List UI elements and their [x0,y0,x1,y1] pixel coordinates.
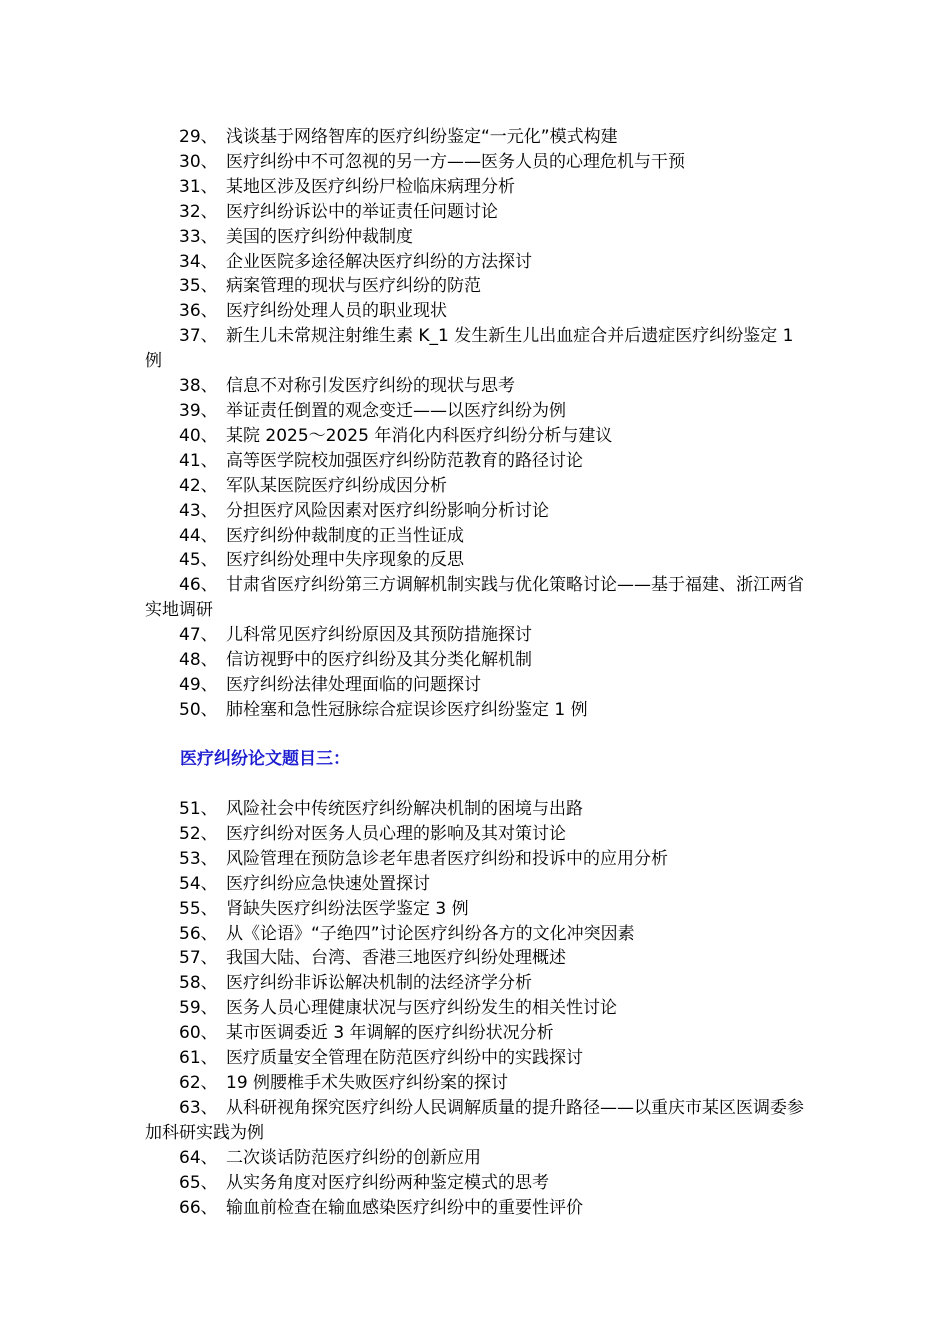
item-number: 37、 [179,326,218,347]
list-item [145,946,810,971]
item-title: 高等医学院校加强医疗纠纷防范教育的路径讨论 [226,450,583,471]
list-item [145,971,810,996]
list-item [145,399,810,424]
list-item [145,698,810,723]
item-title: 医疗纠纷应急快速处置探讨 [226,873,430,894]
paper-title-list-3 [145,797,810,1220]
item-title: 医疗纠纷对医务人员心理的影响及其对策讨论 [226,823,566,844]
item-number: 58、 [179,973,218,994]
list-item [145,922,810,947]
item-title: 某市医调委近 3 年调解的医疗纠纷状况分析 [226,1023,554,1044]
list-item [145,1096,810,1146]
list-item [145,1071,810,1096]
item-title: 军队某医院医疗纠纷成因分析 [226,475,447,496]
list-item [145,1146,810,1171]
item-title: 医疗纠纷仲裁制度的正当性证成 [226,525,464,546]
paper-title-list-2 [145,125,810,723]
item-number: 41、 [179,450,218,471]
list-item [145,474,810,499]
item-number: 32、 [179,201,218,222]
item-title: 从科研视角探究医疗纠纷人民调解质量的提升路径——以重庆市某区医调委参加科研实践为例 [145,1097,804,1143]
list-item [145,847,810,872]
item-title: 举证责任倒置的观念变迁——以医疗纠纷为例 [226,400,566,421]
item-title: 儿科常见医疗纠纷原因及其预防措施探讨 [226,625,532,646]
item-title: 我国大陆、台湾、香港三地医疗纠纷处理概述 [226,948,566,969]
item-title: 病案管理的现状与医疗纠纷的防范 [226,276,481,297]
item-title: 风险管理在预防急诊老年患者医疗纠纷和投诉中的应用分析 [226,848,668,869]
list-item [145,524,810,549]
item-number: 35、 [179,276,218,297]
item-number: 60、 [179,1023,218,1044]
item-title: 新生儿未常规注射维生素 K_1 发生新生儿出血症合并后遗症医疗纠纷鉴定 1 例 [145,326,794,372]
item-title: 医疗纠纷处理中失序现象的反思 [226,550,464,571]
item-number: 46、 [179,575,218,596]
list-item [145,1196,810,1221]
item-title: 医疗纠纷法律处理面临的问题探讨 [226,674,481,695]
item-title: 信息不对称引发医疗纠纷的现状与思考 [226,376,515,397]
item-number: 48、 [179,650,218,671]
item-number: 51、 [179,799,218,819]
item-number: 49、 [179,674,218,695]
item-title: 输血前检查在输血感染医疗纠纷中的重要性评价 [226,1197,583,1218]
list-item [145,797,810,822]
item-number: 31、 [179,176,218,197]
item-title: 二次谈话防范医疗纠纷的创新应用 [226,1147,481,1168]
item-number: 30、 [179,151,218,172]
item-title: 肺栓塞和急性冠脉综合症误诊医疗纠纷鉴定 1 例 [226,699,588,720]
item-title: 某院 2025～2025 年消化内科医疗纠纷分析与建议 [226,425,613,446]
item-number: 52、 [179,823,218,844]
item-number: 39、 [179,400,218,421]
item-number: 55、 [179,898,218,919]
item-title: 某地区涉及医疗纠纷尸检临床病理分析 [226,176,515,197]
item-number: 63、 [179,1097,218,1118]
item-title: 浅谈基于网络智库的医疗纠纷鉴定“一元化”模式构建 [226,127,618,147]
item-title: 企业医院多途径解决医疗纠纷的方法探讨 [226,251,532,272]
item-title: 医疗纠纷处理人员的职业现状 [226,301,447,322]
list-item [145,225,810,250]
list-item [145,996,810,1021]
item-title: 分担医疗风险因素对医疗纠纷影响分析讨论 [226,500,549,521]
item-title: 医务人员心理健康状况与医疗纠纷发生的相关性讨论 [226,998,617,1019]
list-item [145,548,810,573]
list-item [145,872,810,897]
list-item [145,648,810,673]
item-number: 62、 [179,1072,218,1093]
item-title: 美国的医疗纠纷仲裁制度 [226,226,413,247]
list-item [145,499,810,524]
item-number: 38、 [179,376,218,397]
list-item [145,897,810,922]
section-heading: 医疗纠纷论文题目三： [180,749,350,769]
item-number: 33、 [179,226,218,247]
item-number: 50、 [179,699,218,720]
list-item [145,573,810,623]
item-number: 65、 [179,1172,218,1193]
list-item [145,200,810,225]
item-number: 66、 [179,1197,218,1218]
item-number: 42、 [179,475,218,496]
item-number: 54、 [179,873,218,894]
list-item [145,424,810,449]
item-number: 53、 [179,848,218,869]
item-title: 19 例腰椎手术失败医疗纠纷案的探讨 [226,1072,509,1093]
list-item [145,150,810,175]
item-number: 43、 [179,500,218,521]
list-item [145,125,810,150]
item-number: 57、 [179,948,218,969]
list-item [145,324,810,374]
item-title: 信访视野中的医疗纠纷及其分类化解机制 [226,650,532,671]
list-item [145,822,810,847]
list-item [145,1021,810,1046]
list-item [145,374,810,399]
item-title: 从《论语》“子绝四”讨论医疗纠纷各方的文化冲突因素 [226,923,635,944]
item-number: 59、 [179,998,218,1019]
item-number: 36、 [179,301,218,322]
list-item [145,250,810,275]
item-title: 肾缺失医疗纠纷法医学鉴定 3 例 [226,898,469,919]
list-item [145,175,810,200]
list-item [145,623,810,648]
item-number: 61、 [179,1048,218,1069]
item-number: 47、 [179,625,218,646]
list-item [145,449,810,474]
item-number: 64、 [179,1147,218,1168]
item-title: 甘肃省医疗纠纷第三方调解机制实践与优化策略讨论——基于福建、浙江两省实地调研 [145,575,804,621]
list-item [145,673,810,698]
item-number: 29、 [179,127,218,147]
list-item [145,1171,810,1196]
item-number: 34、 [179,251,218,272]
item-number: 56、 [179,923,218,944]
list-item [145,1046,810,1071]
list-item [145,274,810,299]
list-item [145,299,810,324]
item-title: 从实务角度对医疗纠纷两种鉴定模式的思考 [226,1172,549,1193]
item-title: 医疗质量安全管理在防范医疗纠纷中的实践探讨 [226,1048,583,1069]
item-number: 45、 [179,550,218,571]
item-title: 风险社会中传统医疗纠纷解决机制的困境与出路 [226,799,583,819]
item-title: 医疗纠纷中不可忽视的另一方——医务人员的心理危机与干预 [226,151,685,172]
item-number: 44、 [179,525,218,546]
item-number: 40、 [179,425,218,446]
item-title: 医疗纠纷诉讼中的举证责任问题讨论 [226,201,498,222]
item-title: 医疗纠纷非诉讼解决机制的法经济学分析 [226,973,532,994]
